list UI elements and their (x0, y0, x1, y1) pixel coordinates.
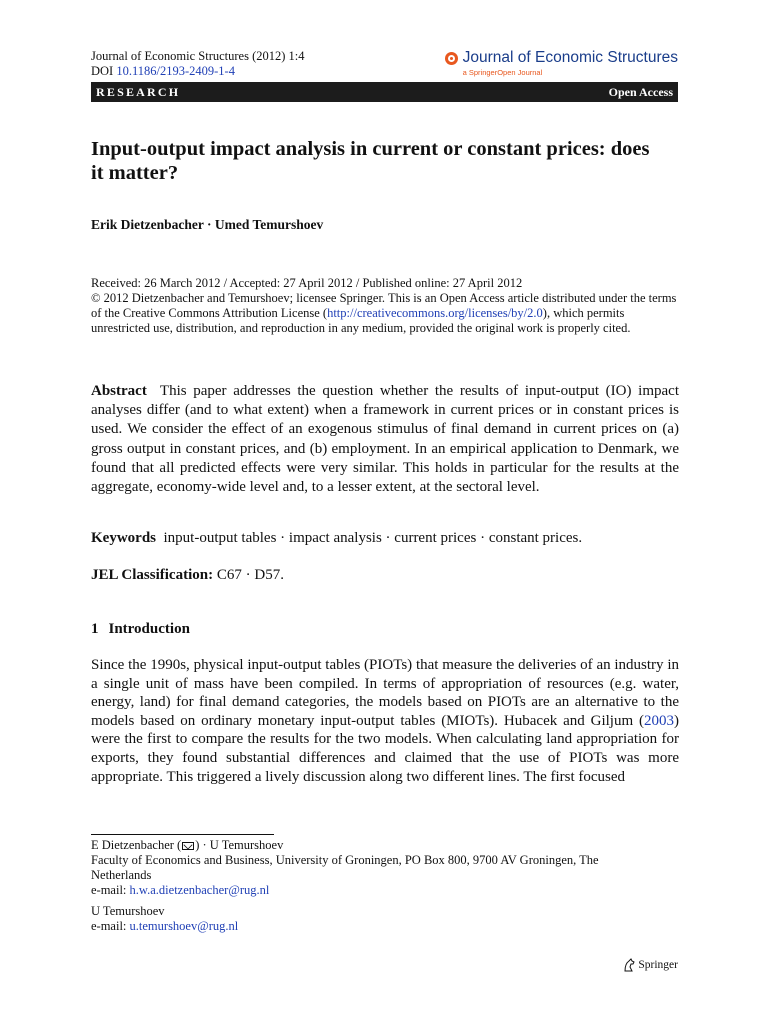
affiliation: Faculty of Economics and Business, University of Groningen, PO Box 800, 9700 AV Groningen, The Netherlands (91, 853, 599, 882)
section-heading (91, 621, 190, 638)
abstract-label: Abstract (91, 383, 147, 399)
doi-line (91, 64, 305, 79)
open-access-label: Open Access (608, 84, 673, 99)
keywords (91, 529, 679, 548)
journal-brand (445, 49, 678, 77)
springer-horse-icon (623, 958, 635, 972)
jel-classification (91, 566, 284, 585)
journal-citation: Journal of Economic Structures (2012) 1:4 (91, 49, 305, 63)
article-type-bar (91, 82, 678, 102)
brand-subtitle: a SpringerOpen Journal (462, 68, 543, 77)
section-label: RESEARCH (96, 84, 181, 99)
doi-link[interactable]: 10.1186/2193-2409-1-4 (116, 64, 235, 78)
citation-link[interactable]: 2003 (644, 712, 674, 729)
license-text: © 2012 Dietzenbacher and Temurshoev; licensee Springer. This is an Open Access article distributed under the terms of the Creative Commons Attribution License (http://creativecommons.org/licenses/by/2.0), which permits unrestricted use, distribution, and reproduction in any medium, provided the original work is properly cited. (91, 291, 677, 335)
journal-header (91, 49, 305, 79)
brand-title: Journal of Economic Structures (462, 49, 678, 66)
publication-dates: Received: 26 March 2012 / Accepted: 27 April 2012 / Published online: 27 April 2012 (91, 276, 523, 290)
license-url-link[interactable]: http://creativecommons.org/licenses/by/2.0 (327, 306, 543, 320)
article-title: Input-output impact analysis in current or constant prices: does it matter? (91, 138, 650, 184)
doi-label: DOI (91, 64, 114, 78)
envelope-icon (182, 842, 194, 850)
jel-label: JEL Classification: (91, 567, 214, 583)
section-title: Introduction (108, 621, 190, 637)
abstract (91, 382, 679, 497)
springer-footer (623, 958, 678, 972)
footnote-divider (91, 834, 274, 835)
jel-text: C67 · D57. (216, 567, 284, 583)
section-number: 1 (91, 621, 99, 637)
abstract-text: This paper addresses the question whether the results of input-output (IO) impact analyses differ (and to what extent) when a framework in current prices or in constant prices is used. We consider the effect of an exogenous stimulus of final demand in current prices on (a) gross output in constant prices, and (b) employment. In an empirical application to Denmark, we found that all predicted effects were very similar. This holds in particular for the results at the aggregate, economy-wide level and, to a lesser extent, at the sectoral level. (91, 383, 679, 496)
author-footnote-1: E Dietzenbacher ( ) · U Temurshoev Faculty of Economics and Business, University of Groningen, PO Box 800, 9700 AV Groningen, The Netherlands e-mail: h.w.a.dietzenbacher@rug.nl (91, 838, 681, 898)
publication-info (91, 276, 681, 336)
article-authors: Erik Dietzenbacher · Umed Temurshoev (91, 217, 324, 232)
introduction-paragraph: Since the 1990s, physical input-output tables (PIOTs) that measure the deliveries of an industry in a single unit of mass have been compiled. In terms of appropriation of resources (e.g. water, energy, land) for final demand categories, the models based on PIOTs are an alternative to the models based on ordinary monetary input-output tables (MIOTs). Hubacek and Giljum (2003) were the first to compare the results for the two models. When calculating land appropriation for exports, they found substantial differences and claimed that the use of PIOTs was more appropriate. This triggered a lively discussion along two different lines. The first focused (91, 657, 679, 785)
publisher-name: Springer (638, 959, 678, 971)
springeropen-logo-icon (445, 52, 458, 65)
email-link-1[interactable]: h.w.a.dietzenbacher@rug.nl (129, 883, 270, 897)
email-link-2[interactable]: u.temurshoev@rug.nl (129, 919, 239, 933)
keywords-text: input-output tables · impact analysis · current prices · constant prices. (163, 530, 583, 546)
keywords-label: Keywords (91, 530, 156, 546)
author-footnote-2: U Temurshoev e-mail: u.temurshoev@rug.nl (91, 904, 239, 933)
